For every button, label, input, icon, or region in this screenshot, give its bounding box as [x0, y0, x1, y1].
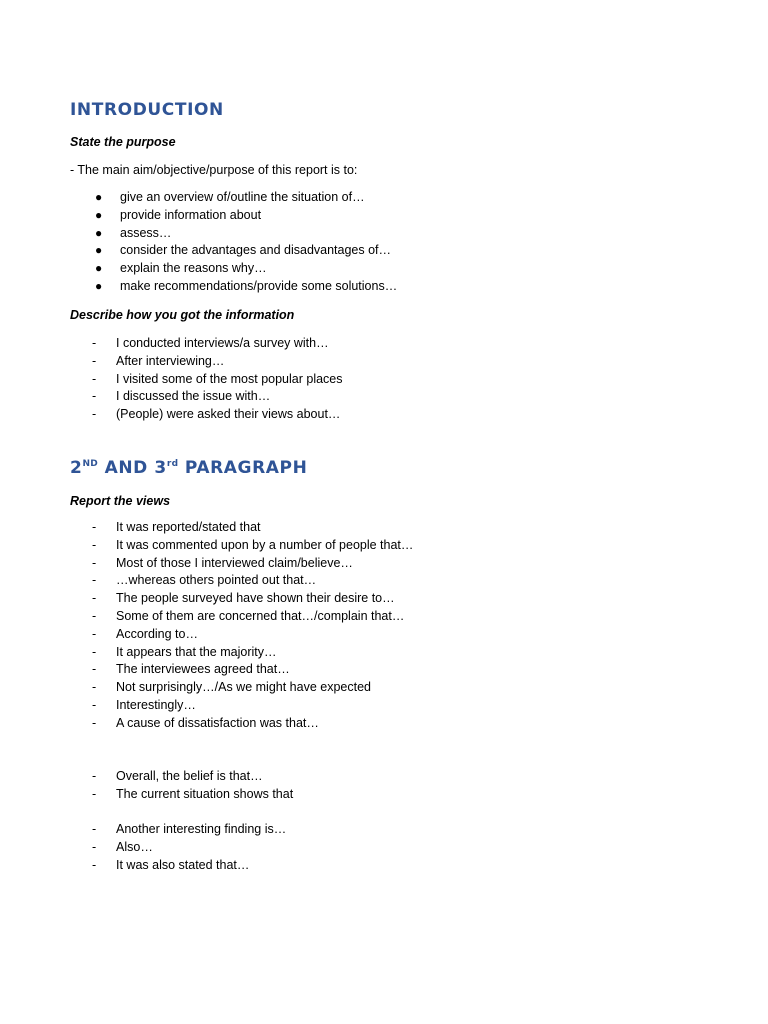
dash-marker: - — [92, 573, 97, 588]
dash-marker: - — [92, 769, 97, 783]
list-item-text: provide information about — [120, 207, 262, 222]
dash-marker: - — [92, 353, 97, 368]
heading-superscript-rd: rd — [166, 459, 179, 469]
purpose-intro-line: - The main aim/objective/purpose of this report is to: — [70, 163, 358, 177]
list-item-text: Interestingly… — [116, 697, 196, 712]
list-item-text: After interviewing… — [116, 353, 225, 368]
list-item-text: Also… — [116, 839, 153, 854]
dash-marker: - — [92, 786, 97, 801]
state-purpose-subheading: State the purpose — [70, 135, 176, 149]
list-item-text: Most of those I interviewed claim/believe… — [116, 555, 353, 570]
list-item-text: It was commented upon by a number of people that… — [116, 537, 414, 552]
heading-superscript-nd: ND — [82, 459, 99, 469]
list-item-text: It appears that the majority… — [116, 644, 277, 659]
dash-marker: - — [92, 644, 97, 659]
bullet-marker: ● — [95, 225, 103, 240]
list-item-text: give an overview of/outline the situation of… — [120, 190, 365, 204]
bullet-marker: ● — [95, 243, 103, 258]
list-item-text: A cause of dissatisfaction was that… — [116, 715, 319, 730]
list-item-text: consider the advantages and disadvantages of… — [120, 243, 392, 258]
list-item-text: explain the reasons why… — [120, 261, 267, 276]
list-item-text: make recommendations/provide some solutions… — [120, 278, 398, 293]
paragraphs-heading — [70, 458, 307, 478]
list-item-text: Another interesting finding is… — [116, 822, 287, 836]
introduction-heading: INTRODUCTION — [70, 100, 224, 120]
list-item-text: …whereas others pointed out that… — [116, 573, 317, 588]
list-item-text: The people surveyed have shown their desire to… — [116, 591, 395, 606]
list-item-text: Overall, the belief is that… — [116, 769, 263, 783]
list-item-text: Not surprisingly…/As we might have expected — [116, 680, 371, 695]
dash-marker: - — [92, 520, 97, 534]
heading-and-3: AND 3 — [104, 458, 167, 478]
list-item-text: The interviewees agreed that… — [116, 662, 290, 677]
dash-marker: - — [92, 371, 97, 386]
heading-paragraph-word: PARAGRAPH — [184, 458, 308, 478]
list-item-text: According to… — [116, 626, 198, 641]
dash-marker: - — [92, 662, 97, 677]
bullet-marker: ● — [95, 190, 103, 204]
dash-marker: - — [92, 336, 97, 350]
list-item-text: It was also stated that… — [116, 857, 250, 872]
dash-marker: - — [92, 839, 97, 854]
list-item-text: Some of them are concerned that…/complain that… — [116, 608, 405, 623]
list-item-text: I conducted interviews/a survey with… — [116, 336, 329, 350]
dash-marker: - — [92, 591, 97, 606]
list-item-text: (People) were asked their views about… — [116, 407, 341, 422]
dash-marker: - — [92, 857, 97, 872]
list-item-text: I visited some of the most popular places — [116, 371, 343, 386]
describe-method-subheading: Describe how you got the information — [70, 308, 295, 322]
bullet-marker: ● — [95, 261, 103, 276]
dash-marker: - — [92, 608, 97, 623]
dash-marker: - — [92, 537, 97, 552]
dash-marker: - — [92, 680, 97, 695]
dash-marker: - — [92, 555, 97, 570]
dash-marker: - — [92, 697, 97, 712]
dash-marker: - — [92, 822, 97, 836]
bullet-marker: ● — [95, 207, 103, 222]
list-item-text: The current situation shows that — [116, 786, 294, 801]
list-item-text: It was reported/stated that — [116, 520, 261, 534]
list-item-text: I discussed the issue with… — [116, 389, 271, 404]
dash-marker: - — [92, 715, 97, 730]
bullet-marker: ● — [95, 278, 103, 293]
dash-marker: - — [92, 407, 97, 422]
dash-marker: - — [92, 389, 97, 404]
report-views-subheading: Report the views — [70, 494, 171, 508]
list-item-text: assess… — [120, 225, 172, 240]
dash-marker: - — [92, 626, 97, 641]
heading-number-2: 2 — [70, 458, 83, 478]
